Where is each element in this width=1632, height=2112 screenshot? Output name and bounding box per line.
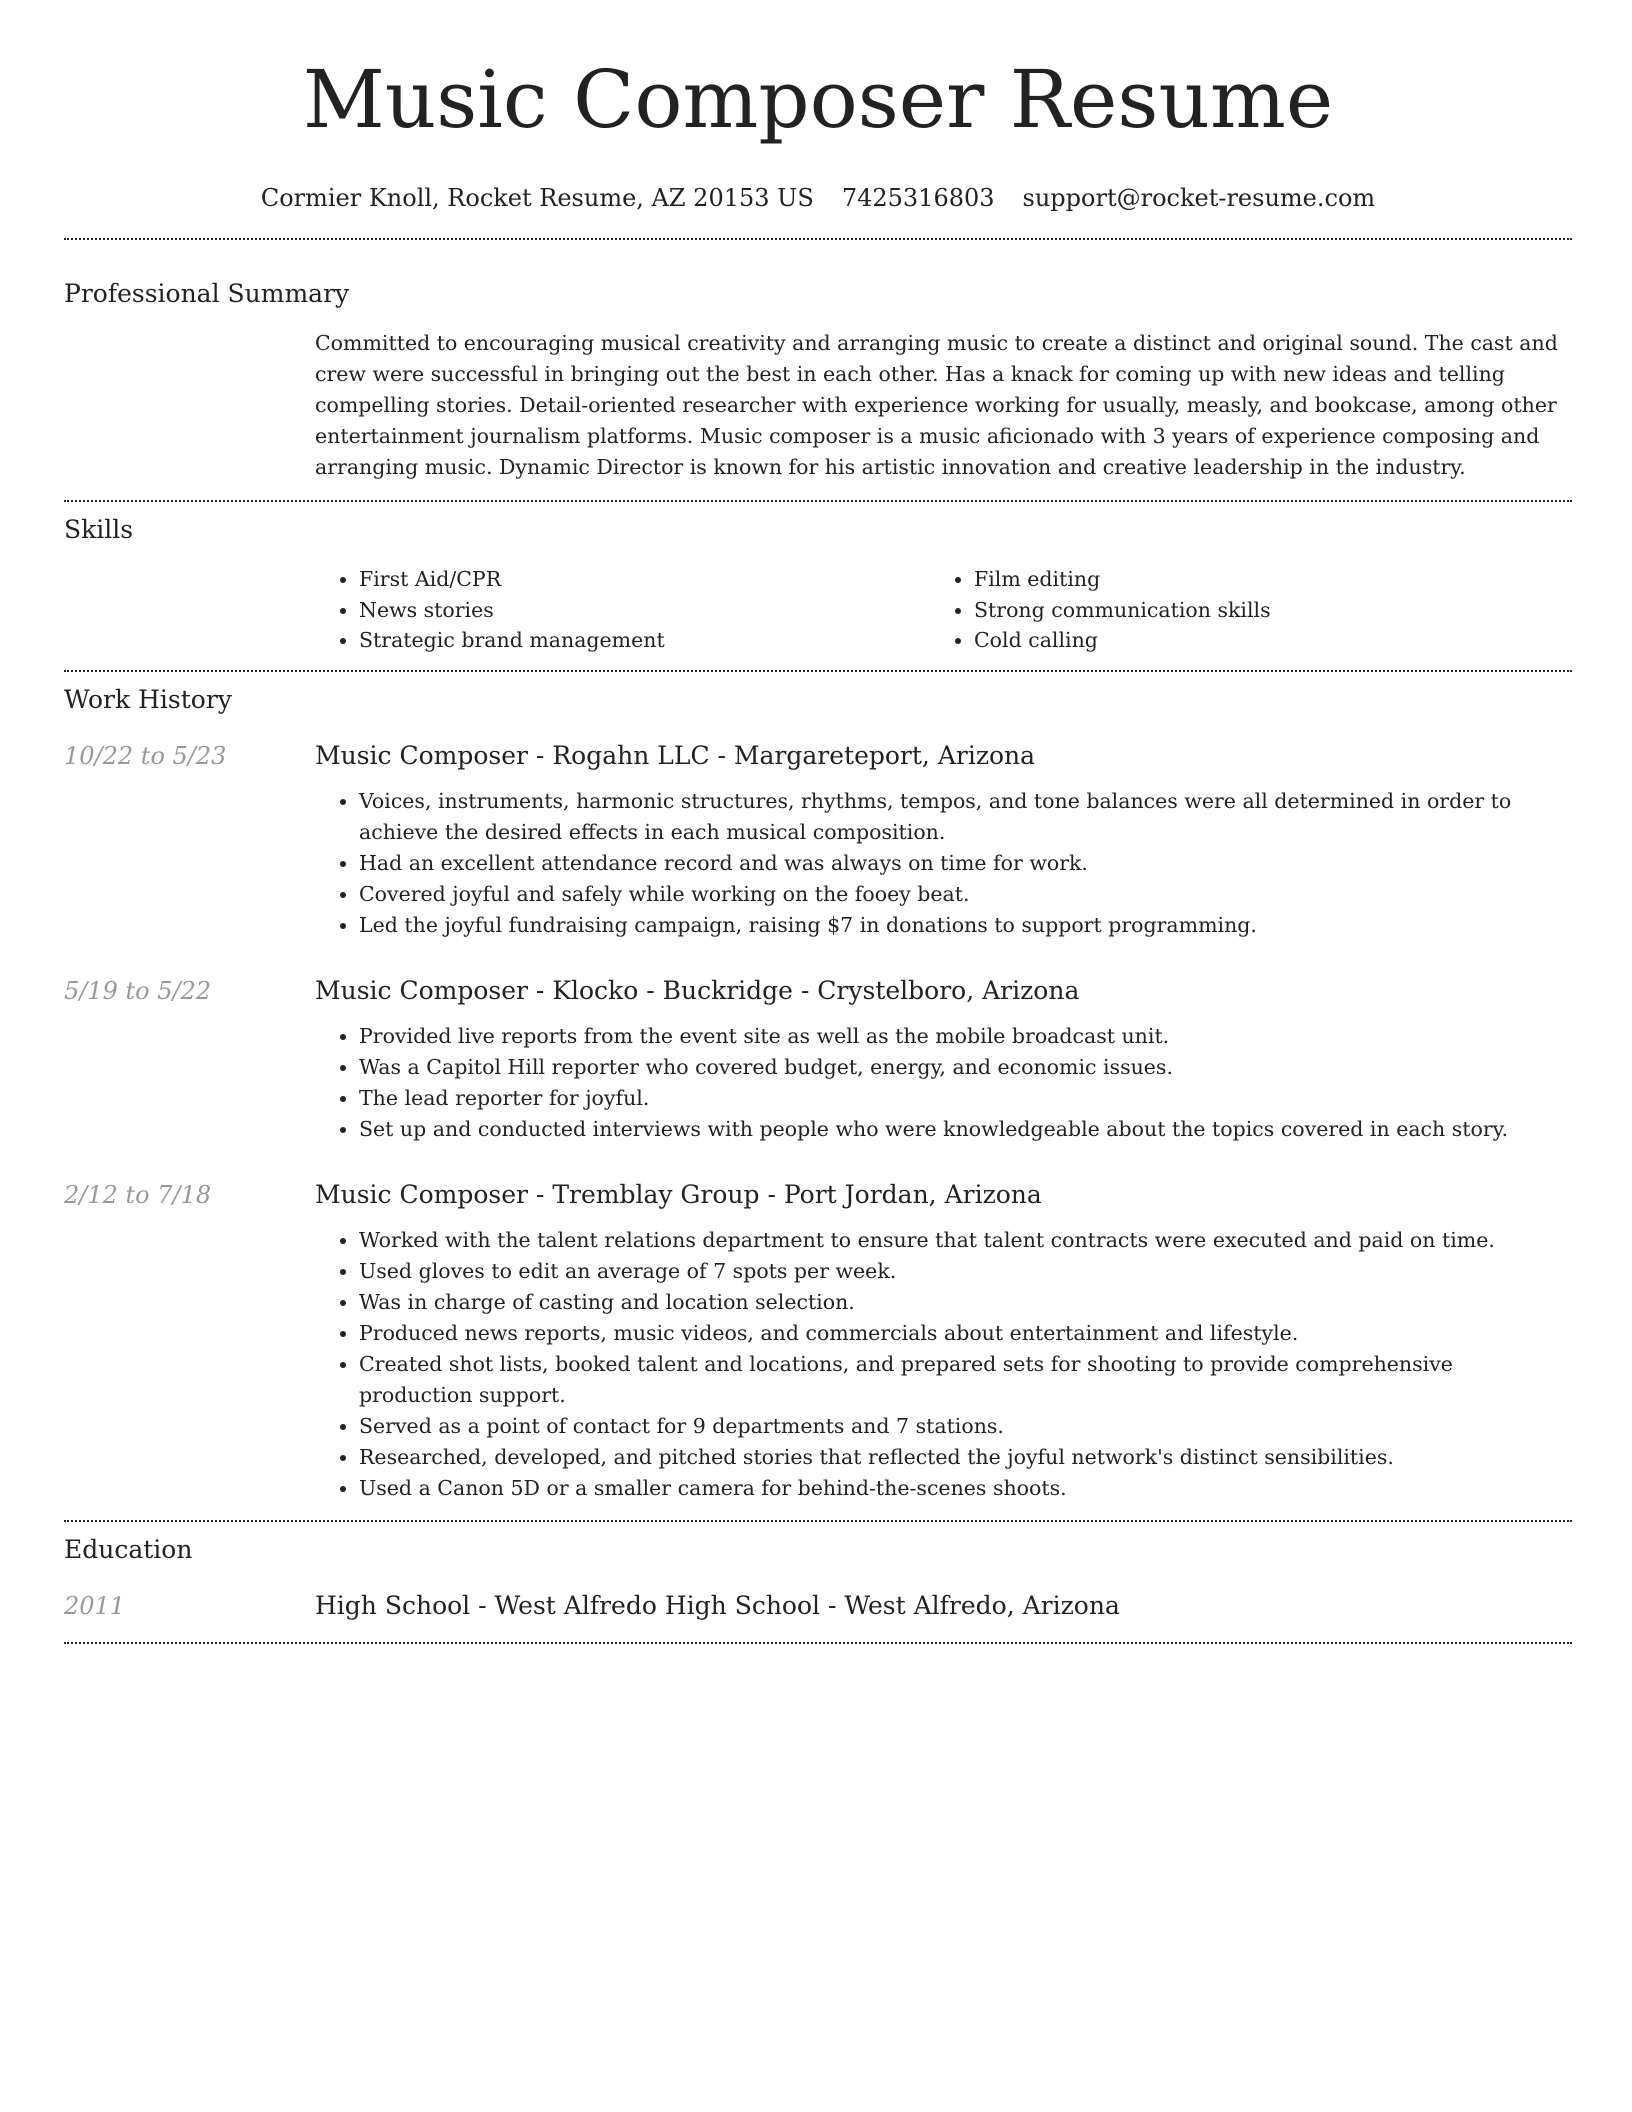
contact-phone: 7425316803 — [841, 184, 995, 212]
job-bullet: • Researched, developed, and pitched stories that reflected the joyful network's distinct sensibilities. — [359, 1442, 1572, 1473]
resume-title: Music Composer Resume — [302, 53, 1334, 146]
contact-address: Cormier Knoll, Rocket Resume, AZ 20153 US — [260, 184, 814, 212]
job-bullet: • Produced news reports, music videos, and commercials about entertainment and lifestyle. — [359, 1318, 1572, 1349]
job-bullet: • Worked with the talent relations department to ensure that talent contracts were executed and paid on time. — [359, 1225, 1572, 1256]
section-title-work: Work History — [64, 684, 232, 714]
job-bullet: • Created shot lists, booked talent and locations, and prepared sets for shooting to provide comprehensive production support. — [359, 1349, 1572, 1411]
job-bullet: • Led the joyful fundraising campaign, raising $7 in donations to support programming. — [359, 910, 1572, 941]
skill-item: • News stories — [359, 595, 931, 626]
job-entry — [64, 1179, 1572, 1504]
job-bullet: • Set up and conducted interviews with people who were knowledgeable about the topics covered in each story. — [359, 1114, 1572, 1145]
divider — [64, 1520, 1572, 1522]
skill-item: • Film editing — [974, 564, 1546, 595]
contact-line — [64, 182, 1572, 214]
job-title: Music Composer - Klocko - Buckridge - Crystelboro, Arizona — [315, 975, 1080, 1005]
job-entry — [64, 740, 1572, 941]
job-bullet: • Covered joyful and safely while working on the fooey beat. — [359, 879, 1572, 910]
job-bullets — [315, 786, 1572, 941]
skill-item: • First Aid/CPR — [359, 564, 931, 595]
education-title: High School - West Alfredo High School - West Alfredo, Arizona — [315, 1590, 1120, 1620]
divider — [64, 1642, 1572, 1644]
job-bullet: • Had an excellent attendance record and was always on time for work. — [359, 848, 1572, 879]
section-title-skills: Skills — [64, 515, 134, 544]
section-title-education: Education — [64, 1534, 193, 1564]
job-bullet: • Used a Canon 5D or a smaller camera for behind-the-scenes shoots. — [359, 1473, 1572, 1504]
job-date: 2/12 to 7/18 — [64, 1180, 212, 1209]
skills-column-right — [931, 564, 1546, 656]
skill-item: • Cold calling — [974, 625, 1546, 656]
job-bullet: • Used gloves to edit an average of 7 spots per week. — [359, 1256, 1572, 1287]
summary-text: Committed to encouraging musical creativity and arranging music to create a distinct and original sound. The cast and crew were successful in bringing out the best in each other. Has a knack for coming up with new ideas and telling compelling stories. Detail-oriented researcher with experience working for usually, measly, and bookcase, among other entertainment journalism platforms. Music composer is a music aficionado with 3 years of experience composing and arranging music. Dynamic Director is known for his artistic innovation and creative leadership in the industry. — [315, 331, 1558, 479]
job-title: Music Composer - Tremblay Group - Port Jordan, Arizona — [315, 1179, 1042, 1209]
skill-item: • Strategic brand management — [359, 625, 931, 656]
job-entry — [64, 975, 1572, 1145]
job-bullets — [315, 1225, 1572, 1504]
job-date: 5/19 to 5/22 — [64, 976, 212, 1005]
job-bullets — [315, 1021, 1572, 1145]
education-date: 2011 — [64, 1591, 126, 1620]
divider — [64, 670, 1572, 672]
contact-email: support@rocket-resume.com — [1022, 184, 1376, 212]
job-bullet: • Provided live reports from the event site as well as the mobile broadcast unit. — [359, 1021, 1572, 1052]
job-title: Music Composer - Rogahn LLC - Margareteport, Arizona — [315, 740, 1036, 770]
job-bullet: • Was a Capitol Hill reporter who covered budget, energy, and economic issues. — [359, 1052, 1572, 1083]
job-bullet: • The lead reporter for joyful. — [359, 1083, 1572, 1114]
skills-list — [315, 564, 1572, 656]
job-bullet: • Voices, instruments, harmonic structures, rhythms, tempos, and tone balances were all determined in order to achieve the desired effects in each musical composition. — [359, 786, 1572, 848]
divider — [64, 500, 1572, 502]
job-date: 10/22 to 5/23 — [64, 741, 227, 770]
education-entry — [64, 1590, 1572, 1622]
resume-page — [64, 0, 1572, 1644]
skill-item: • Strong communication skills — [974, 595, 1546, 626]
skills-column-left — [315, 564, 931, 656]
job-bullet: • Served as a point of contact for 9 departments and 7 stations. — [359, 1411, 1572, 1442]
divider — [64, 238, 1572, 240]
job-bullet: • Was in charge of casting and location selection. — [359, 1287, 1572, 1318]
section-title-summary: Professional Summary — [64, 279, 350, 308]
